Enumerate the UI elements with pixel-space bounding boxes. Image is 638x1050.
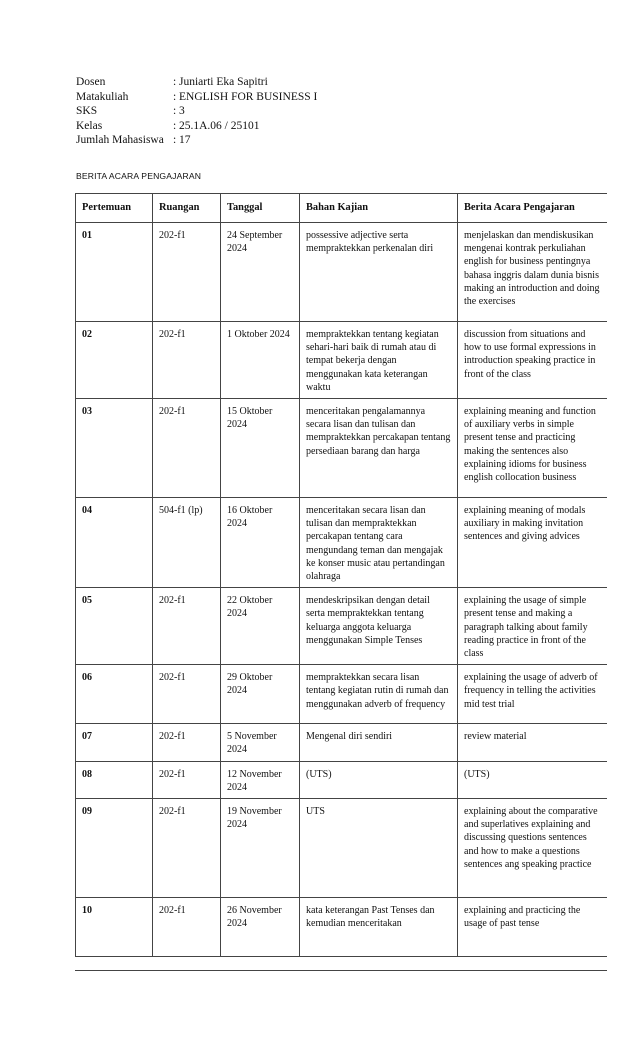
cell-tanggal: 24 September 2024 xyxy=(221,223,300,322)
cell-pertemuan: 03 xyxy=(76,399,153,498)
cell-pertemuan: 08 xyxy=(76,761,153,798)
info-value: 25.1A.06 / 25101 xyxy=(179,119,260,132)
teaching-log-table-container xyxy=(75,193,607,971)
info-dosen xyxy=(76,75,556,90)
info-label: Matakuliah xyxy=(76,90,129,103)
section-title: BERITA ACARA PENGAJARAN xyxy=(76,171,202,181)
table-row xyxy=(76,799,608,898)
info-jumlah-mahasiswa xyxy=(76,133,556,148)
cell-bahan-kajian: mendeskripsikan dengan detail serta mempraktekkan tentang keluarga anggota keluarga menggunakan Simple Tenses xyxy=(300,588,458,665)
cell-bahan-kajian: mempraktekkan secara lisan tentang kegiatan rutin di rumah dan menggunakan adverb of frequency xyxy=(300,665,458,724)
course-info xyxy=(76,75,556,148)
cell-bahan-kajian: kata keterangan Past Tenses dan kemudian menceritakan xyxy=(300,898,458,957)
cell-pertemuan: 04 xyxy=(76,498,153,588)
cell-pertemuan: 02 xyxy=(76,322,153,399)
cell-bahan-kajian: UTS xyxy=(300,799,458,898)
cell-berita-acara: menjelaskan dan mendiskusikan mengenai kontrak perkuliahan english for business pentingnya bahasa inggris dalam dunia bisnis making an introduction and doing the exercises xyxy=(458,223,608,322)
cell-ruangan: 202-f1 xyxy=(153,665,221,724)
cell-tanggal: 16 Oktober 2024 xyxy=(221,498,300,588)
cell-bahan-kajian: (UTS) xyxy=(300,761,458,798)
info-value: Juniarti Eka Sapitri xyxy=(179,76,268,88)
info-matakuliah xyxy=(76,90,556,105)
info-label: Kelas xyxy=(76,119,103,132)
info-value: ENGLISH FOR BUSINESS I xyxy=(179,90,318,103)
table-row xyxy=(76,498,608,588)
cell-tanggal: 22 Oktober 2024 xyxy=(221,588,300,665)
table-header-row xyxy=(76,194,608,223)
cell-tanggal: 19 November 2024 xyxy=(221,799,300,898)
column-header-bahan-kajian: Bahan Kajian xyxy=(300,194,458,223)
cell-pertemuan: 06 xyxy=(76,665,153,724)
cell-bahan-kajian: Mengenal diri sendiri xyxy=(300,724,458,761)
cell-pertemuan: 01 xyxy=(76,223,153,322)
cell-tanggal: 12 November 2024 xyxy=(221,761,300,798)
cell-bahan-kajian: menceritakan secara lisan dan tulisan dan mempraktekkan percakapan tentang cara mengundang teman dan mengajak ke konser music atau pertandingan olahraga xyxy=(300,498,458,588)
cell-ruangan: 202-f1 xyxy=(153,588,221,665)
table-row xyxy=(76,588,608,665)
column-header-ruangan: Ruangan xyxy=(153,194,221,223)
cell-berita-acara: review material xyxy=(458,724,608,761)
table-row xyxy=(76,898,608,957)
cell-ruangan: 202-f1 xyxy=(153,322,221,399)
cell-tanggal: 5 November 2024 xyxy=(221,724,300,761)
cell-berita-acara: explaining the usage of adverb of frequency in telling the activities mid test trial xyxy=(458,665,608,724)
column-header-pertemuan: Pertemuan xyxy=(76,194,153,223)
cell-pertemuan: 09 xyxy=(76,799,153,898)
info-sks xyxy=(76,104,556,119)
cell-tanggal: 1 Oktober 2024 xyxy=(221,322,300,399)
info-value: 3 xyxy=(179,105,185,118)
table-row xyxy=(76,761,608,798)
cell-berita-acara: explaining meaning of modals auxiliary in making invitation sentences and giving advices xyxy=(458,498,608,588)
cell-ruangan: 202-f1 xyxy=(153,898,221,957)
info-label: Dosen xyxy=(76,76,106,88)
cell-ruangan: 202-f1 xyxy=(153,399,221,498)
column-header-tanggal: Tanggal xyxy=(221,194,300,223)
cell-ruangan: 202-f1 xyxy=(153,724,221,761)
info-kelas xyxy=(76,119,556,134)
teaching-log-table xyxy=(75,193,607,957)
info-colon: : xyxy=(173,105,177,118)
info-label: Jumlah Mahasiswa xyxy=(76,134,164,147)
table-row xyxy=(76,322,608,399)
info-value: 17 xyxy=(179,134,191,147)
table-row xyxy=(76,223,608,322)
cell-bahan-kajian: mempraktekkan tentang kegiatan sehari-hari baik di rumah atau di tempat bekerja dengan menggunakan kata keterangan waktu xyxy=(300,322,458,399)
cell-ruangan: 504-f1 (lp) xyxy=(153,498,221,588)
cell-pertemuan: 07 xyxy=(76,724,153,761)
cell-berita-acara: explaining and practicing the usage of past tense xyxy=(458,898,608,957)
cell-pertemuan: 10 xyxy=(76,898,153,957)
table-row xyxy=(76,724,608,761)
column-header-berita-acara: Berita Acara Pengajaran xyxy=(458,194,608,223)
cell-bahan-kajian: possessive adjective serta mempraktekkan perkenalan diri xyxy=(300,223,458,322)
info-colon: : xyxy=(173,76,177,88)
cell-pertemuan: 05 xyxy=(76,588,153,665)
info-label: SKS xyxy=(76,105,98,118)
info-colon: : xyxy=(173,134,177,147)
cell-berita-acara: discussion from situations and how to use formal expressions in introduction speaking practice in front of the class xyxy=(458,322,608,399)
cell-ruangan: 202-f1 xyxy=(153,799,221,898)
info-colon: : xyxy=(173,90,177,103)
cell-tanggal: 29 Oktober 2024 xyxy=(221,665,300,724)
cell-berita-acara: explaining meaning and function of auxiliary verbs in simple present tense and practicing making the sentences also explaining idioms for business english collocation business xyxy=(458,399,608,498)
cell-tanggal: 26 November 2024 xyxy=(221,898,300,957)
cell-ruangan: 202-f1 xyxy=(153,223,221,322)
cell-berita-acara: explaining about the comparative and superlatives explaining and discussing questions sentences and how to make a questions sentences ang speaking practice xyxy=(458,799,608,898)
cell-berita-acara: explaining the usage of simple present tense and making a paragraph talking about family reading practice in front of the class xyxy=(458,588,608,665)
info-colon: : xyxy=(173,119,177,132)
cell-tanggal: 15 Oktober 2024 xyxy=(221,399,300,498)
table-row xyxy=(76,399,608,498)
table-row xyxy=(76,665,608,724)
cell-ruangan: 202-f1 xyxy=(153,761,221,798)
cell-berita-acara: (UTS) xyxy=(458,761,608,798)
cell-bahan-kajian: menceritakan pengalamannya secara lisan dan tulisan dan mempraktekkan percakapan tentang persediaan barang dan harga xyxy=(300,399,458,498)
